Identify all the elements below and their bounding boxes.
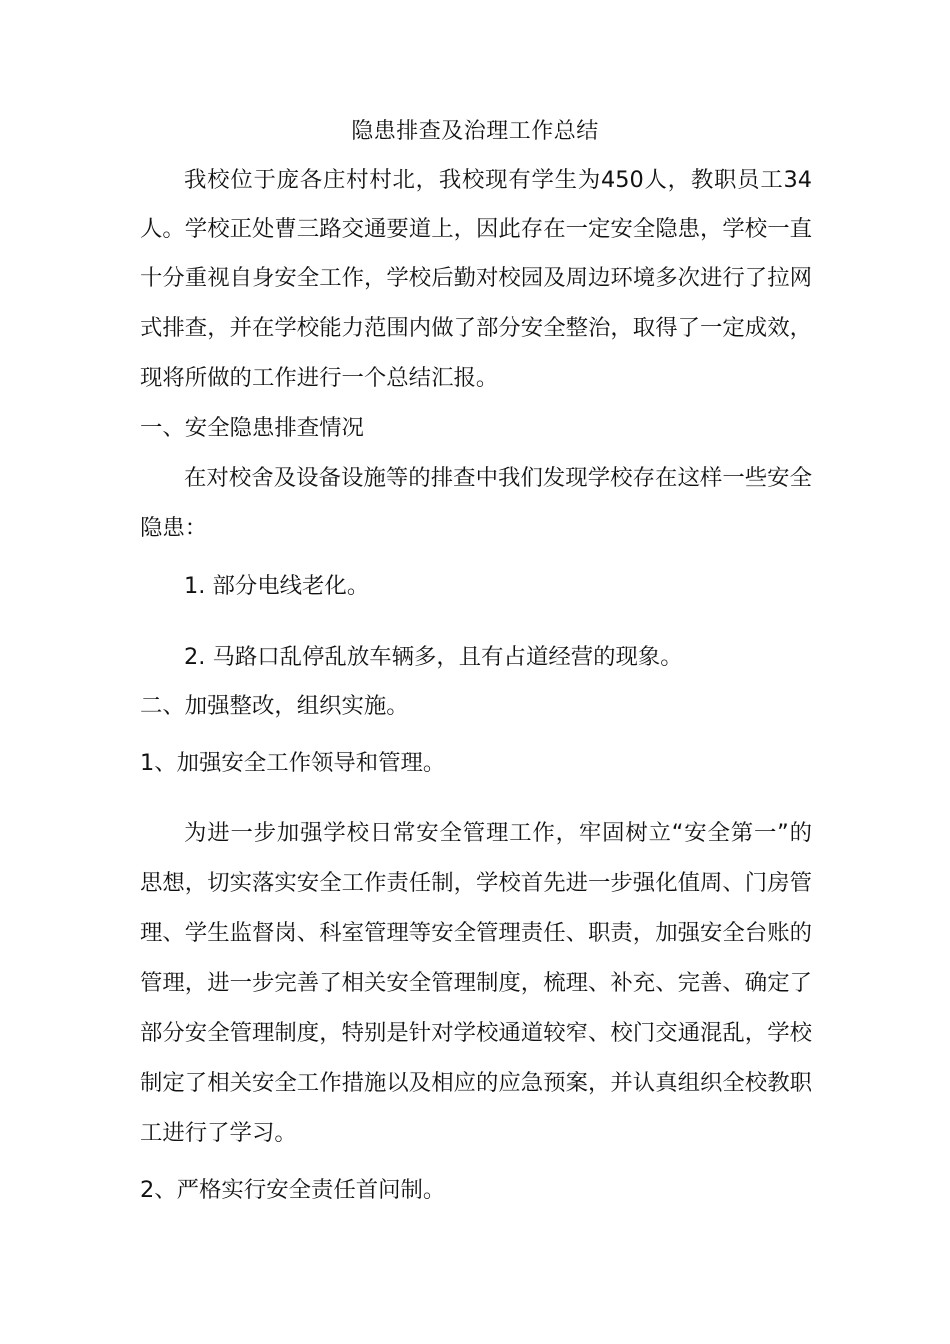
paragraph-line: 十分重视自身安全工作，学校后勤对校园及周边环境多次进行了拉网	[140, 265, 812, 291]
paragraph-line: 制定了相关安全工作措施以及相应的应急预案，并认真组织全校教职	[140, 1070, 812, 1096]
paragraph-line: 为进一步加强学校日常安全管理工作，牢固树立“安全第一”的	[184, 820, 812, 846]
subsection-heading: 2、严格实行安全责任首问制。	[140, 1177, 446, 1203]
list-item: 1. 部分电线老化。	[184, 573, 370, 599]
paragraph-line: 思想，切实落实安全工作责任制，学校首先进一步强化值周、门房管	[140, 870, 812, 896]
paragraph-line: 式排查，并在学校能力范围内做了部分安全整治，取得了一定成效，	[140, 315, 812, 341]
document-title: 隐患排查及治理工作总结	[351, 119, 599, 144]
paragraph-line: 隐患：	[140, 515, 208, 541]
paragraph-line: 管理，进一步完善了相关安全管理制度，梳理、补充、完善、确定了	[140, 970, 812, 996]
paragraph-line: 我校位于庞各庄村村北，我校现有学生为450人，教职员工34	[184, 167, 812, 193]
section-heading: 二、加强整改，组织实施。	[140, 693, 409, 719]
subsection-heading: 1、加强安全工作领导和管理。	[140, 750, 446, 776]
paragraph-line: 部分安全管理制度，特别是针对学校通道较窄、校门交通混乱，学校	[140, 1020, 812, 1046]
section-heading: 一、安全隐患排查情况	[140, 415, 364, 441]
paragraph-line: 现将所做的工作进行一个总结汇报。	[140, 365, 499, 391]
list-item: 2. 马路口乱停乱放车辆多，且有占道经营的现象。	[184, 644, 683, 670]
paragraph-line: 工进行了学习。	[140, 1120, 297, 1146]
paragraph-line: 理、学生监督岗、科室管理等安全管理责任、职责，加强安全台账的	[140, 920, 812, 946]
paragraph-line: 人。学校正处曹三路交通要道上，因此存在一定安全隐患，学校一直	[140, 216, 812, 242]
paragraph-line: 在对校舍及设备设施等的排查中我们发现学校存在这样一些安全	[184, 465, 812, 491]
